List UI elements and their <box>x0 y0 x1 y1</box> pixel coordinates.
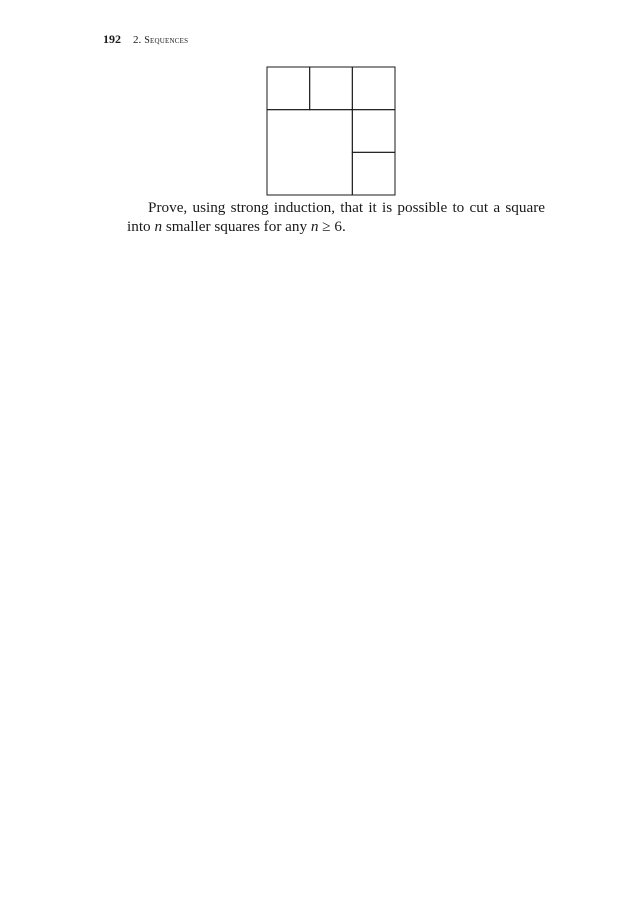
running-head <box>103 32 188 48</box>
problem-text-2: smaller squares for any <box>162 218 311 235</box>
problem-text-3: ≥ 6. <box>318 218 346 235</box>
square-dissection-diagram <box>266 66 396 196</box>
top-middle-square <box>310 67 353 110</box>
middle-right-square <box>352 110 395 153</box>
chapter-number: 2. <box>133 34 142 46</box>
chapter-title: Sequences <box>144 35 189 46</box>
square-dissection-figure <box>266 66 396 196</box>
problem-text-1: Prove, using strong induction, that it is possible to cut a square into <box>127 199 545 235</box>
bottom-right-square <box>352 152 395 195</box>
top-left-square <box>267 67 310 110</box>
variable-n: n <box>154 218 163 235</box>
large-bottom-left-square <box>267 110 352 195</box>
problem-statement <box>127 198 545 236</box>
variable-n-second: n <box>310 218 319 235</box>
top-right-square <box>352 67 395 110</box>
page-number: 192 <box>103 32 121 46</box>
